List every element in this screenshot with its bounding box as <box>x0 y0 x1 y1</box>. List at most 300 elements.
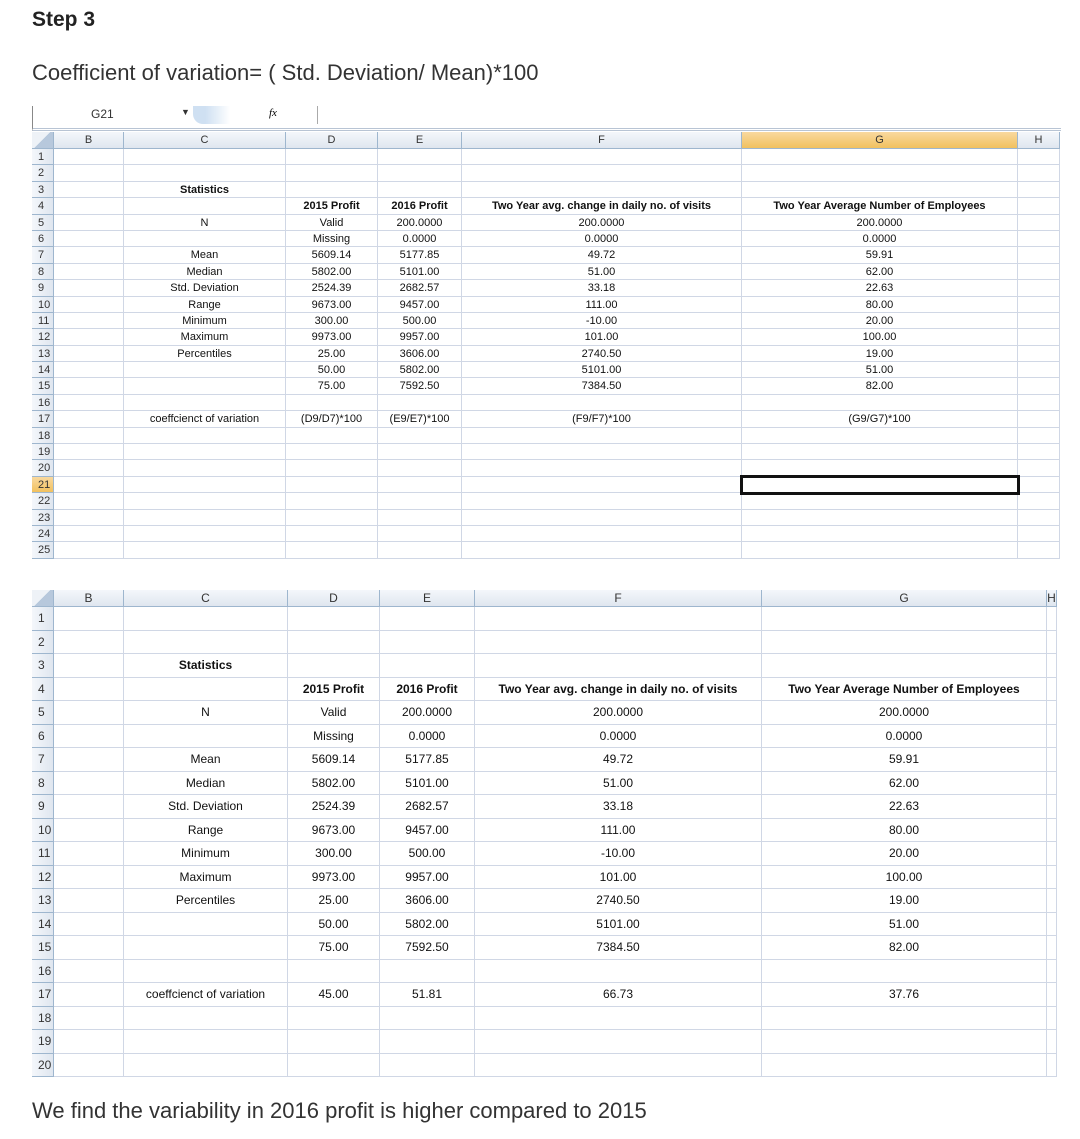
cell-G6[interactable]: 0.0000 <box>742 231 1018 247</box>
cell-D17[interactable]: 45.00 <box>288 983 380 1007</box>
cell-F3[interactable] <box>462 182 742 198</box>
cell-C6[interactable] <box>124 725 288 749</box>
cell-C20[interactable] <box>124 1054 288 1078</box>
cell-G13[interactable]: 19.00 <box>762 889 1047 913</box>
cell-H12[interactable] <box>1047 866 1057 890</box>
cell-E11[interactable]: 500.00 <box>380 842 475 866</box>
cell-C16[interactable] <box>124 395 286 411</box>
cell-D17[interactable]: (D9/D7)*100 <box>286 411 378 427</box>
cell-E24[interactable] <box>378 526 462 542</box>
cell-D2[interactable] <box>286 165 378 181</box>
cell-H7[interactable] <box>1047 748 1057 772</box>
cell-H20[interactable] <box>1047 1054 1057 1078</box>
row-header[interactable]: 10 <box>32 819 54 843</box>
cell-B13[interactable] <box>54 889 124 913</box>
cell-F12[interactable]: 101.00 <box>462 329 742 345</box>
cell-B14[interactable] <box>54 362 124 378</box>
cell-C7[interactable]: Mean <box>124 748 288 772</box>
cell-E12[interactable]: 9957.00 <box>380 866 475 890</box>
cell-C4[interactable] <box>124 678 288 702</box>
cell-C20[interactable] <box>124 460 286 476</box>
cell-D7[interactable]: 5609.14 <box>286 247 378 263</box>
cell-C24[interactable] <box>124 526 286 542</box>
cell-G1[interactable] <box>742 149 1018 165</box>
cell-B14[interactable] <box>54 913 124 937</box>
row-header[interactable]: 12 <box>32 866 54 890</box>
cell-C21[interactable] <box>124 477 286 493</box>
cell-G24[interactable] <box>742 526 1018 542</box>
cell-E5[interactable]: 200.0000 <box>380 701 475 725</box>
cell-C12[interactable]: Maximum <box>124 329 286 345</box>
cell-B10[interactable] <box>54 297 124 313</box>
row-header[interactable]: 20 <box>32 460 54 476</box>
column-header-C[interactable]: C <box>124 132 286 149</box>
cell-E10[interactable]: 9457.00 <box>378 297 462 313</box>
cell-F2[interactable] <box>475 631 762 655</box>
cell-C4[interactable] <box>124 198 286 214</box>
cell-B3[interactable] <box>54 654 124 678</box>
cell-D9[interactable]: 2524.39 <box>286 280 378 296</box>
cell-E20[interactable] <box>378 460 462 476</box>
row-header[interactable]: 19 <box>32 444 54 460</box>
cell-C9[interactable]: Std. Deviation <box>124 280 286 296</box>
cell-C18[interactable] <box>124 428 286 444</box>
row-header[interactable]: 1 <box>32 607 54 631</box>
cell-D8[interactable]: 5802.00 <box>286 264 378 280</box>
cell-D6[interactable]: Missing <box>286 231 378 247</box>
cell-D13[interactable]: 25.00 <box>288 889 380 913</box>
cell-F7[interactable]: 49.72 <box>462 247 742 263</box>
cell-E12[interactable]: 9957.00 <box>378 329 462 345</box>
cell-H18[interactable] <box>1018 428 1060 444</box>
cell-C19[interactable] <box>124 444 286 460</box>
cell-C15[interactable] <box>124 378 286 394</box>
cell-H4[interactable] <box>1018 198 1060 214</box>
cell-E1[interactable] <box>380 607 475 631</box>
cell-H5[interactable] <box>1018 215 1060 231</box>
cell-B12[interactable] <box>54 866 124 890</box>
cell-F11[interactable]: -10.00 <box>475 842 762 866</box>
cell-C6[interactable] <box>124 231 286 247</box>
cell-C5[interactable]: N <box>124 215 286 231</box>
cell-E19[interactable] <box>378 444 462 460</box>
cell-H8[interactable] <box>1047 772 1057 796</box>
cell-G10[interactable]: 80.00 <box>762 819 1047 843</box>
column-header-H[interactable]: H <box>1018 132 1060 149</box>
cell-B19[interactable] <box>54 1030 124 1054</box>
cell-F18[interactable] <box>475 1007 762 1031</box>
cell-E13[interactable]: 3606.00 <box>380 889 475 913</box>
cell-G4[interactable]: Two Year Average Number of Employees <box>742 198 1018 214</box>
cell-D9[interactable]: 2524.39 <box>288 795 380 819</box>
cell-H17[interactable] <box>1047 983 1057 1007</box>
cell-G9[interactable]: 22.63 <box>742 280 1018 296</box>
row-header[interactable]: 13 <box>32 889 54 913</box>
cell-H6[interactable] <box>1018 231 1060 247</box>
cell-H23[interactable] <box>1018 510 1060 526</box>
cell-B20[interactable] <box>54 460 124 476</box>
cell-C1[interactable] <box>124 607 288 631</box>
cell-B9[interactable] <box>54 280 124 296</box>
cell-E17[interactable]: 51.81 <box>380 983 475 1007</box>
cell-D15[interactable]: 75.00 <box>288 936 380 960</box>
cell-E3[interactable] <box>380 654 475 678</box>
cell-D21[interactable] <box>286 477 378 493</box>
row-header[interactable]: 15 <box>32 378 54 394</box>
cell-F19[interactable] <box>475 1030 762 1054</box>
cell-B8[interactable] <box>54 772 124 796</box>
cell-H22[interactable] <box>1018 493 1060 509</box>
cell-E3[interactable] <box>378 182 462 198</box>
cell-B2[interactable] <box>54 165 124 181</box>
cell-H7[interactable] <box>1018 247 1060 263</box>
cell-E25[interactable] <box>378 542 462 558</box>
cell-G6[interactable]: 0.0000 <box>762 725 1047 749</box>
cell-B5[interactable] <box>54 701 124 725</box>
cell-D16[interactable] <box>286 395 378 411</box>
cell-C13[interactable]: Percentiles <box>124 346 286 362</box>
cell-C10[interactable]: Range <box>124 297 286 313</box>
cell-G15[interactable]: 82.00 <box>762 936 1047 960</box>
select-all-corner[interactable] <box>32 132 54 149</box>
row-header[interactable]: 10 <box>32 297 54 313</box>
cell-B1[interactable] <box>54 607 124 631</box>
cell-E8[interactable]: 5101.00 <box>380 772 475 796</box>
cell-C18[interactable] <box>124 1007 288 1031</box>
cell-D10[interactable]: 9673.00 <box>286 297 378 313</box>
cell-E7[interactable]: 5177.85 <box>378 247 462 263</box>
cell-H13[interactable] <box>1047 889 1057 913</box>
cell-D24[interactable] <box>286 526 378 542</box>
cell-B16[interactable] <box>54 960 124 984</box>
cell-D22[interactable] <box>286 493 378 509</box>
cell-D1[interactable] <box>286 149 378 165</box>
row-header[interactable]: 7 <box>32 247 54 263</box>
column-header-E[interactable]: E <box>378 132 462 149</box>
column-header-E[interactable]: E <box>380 590 475 607</box>
cell-B7[interactable] <box>54 748 124 772</box>
row-header[interactable]: 14 <box>32 362 54 378</box>
formula-input-area[interactable] <box>193 106 318 124</box>
cell-F17[interactable]: (F9/F7)*100 <box>462 411 742 427</box>
cell-G25[interactable] <box>742 542 1018 558</box>
cell-H15[interactable] <box>1018 378 1060 394</box>
cell-F9[interactable]: 33.18 <box>475 795 762 819</box>
cell-G10[interactable]: 80.00 <box>742 297 1018 313</box>
cell-G12[interactable]: 100.00 <box>742 329 1018 345</box>
row-header[interactable]: 4 <box>32 678 54 702</box>
column-header-D[interactable]: D <box>286 132 378 149</box>
cell-D13[interactable]: 25.00 <box>286 346 378 362</box>
row-header[interactable]: 15 <box>32 936 54 960</box>
cell-B4[interactable] <box>54 678 124 702</box>
cell-D5[interactable]: Valid <box>286 215 378 231</box>
cell-E15[interactable]: 7592.50 <box>378 378 462 394</box>
cell-C11[interactable]: Minimum <box>124 842 288 866</box>
cell-G11[interactable]: 20.00 <box>762 842 1047 866</box>
row-header[interactable]: 7 <box>32 748 54 772</box>
cell-F25[interactable] <box>462 542 742 558</box>
cell-C8[interactable]: Median <box>124 264 286 280</box>
cell-G16[interactable] <box>742 395 1018 411</box>
row-header[interactable]: 11 <box>32 313 54 329</box>
cell-B23[interactable] <box>54 510 124 526</box>
cell-E18[interactable] <box>380 1007 475 1031</box>
cell-D18[interactable] <box>288 1007 380 1031</box>
cell-F6[interactable]: 0.0000 <box>462 231 742 247</box>
row-header[interactable]: 8 <box>32 772 54 796</box>
cell-B19[interactable] <box>54 444 124 460</box>
cell-C14[interactable] <box>124 913 288 937</box>
cell-H11[interactable] <box>1018 313 1060 329</box>
cell-H1[interactable] <box>1047 607 1057 631</box>
cell-F8[interactable]: 51.00 <box>475 772 762 796</box>
cell-E6[interactable]: 0.0000 <box>378 231 462 247</box>
cell-D5[interactable]: Valid <box>288 701 380 725</box>
cell-H19[interactable] <box>1018 444 1060 460</box>
cell-G8[interactable]: 62.00 <box>742 264 1018 280</box>
cell-E15[interactable]: 7592.50 <box>380 936 475 960</box>
cell-D4[interactable]: 2015 Profit <box>286 198 378 214</box>
cell-C19[interactable] <box>124 1030 288 1054</box>
cell-F18[interactable] <box>462 428 742 444</box>
row-header[interactable]: 6 <box>32 725 54 749</box>
row-header[interactable]: 5 <box>32 701 54 725</box>
cell-B13[interactable] <box>54 346 124 362</box>
cell-H18[interactable] <box>1047 1007 1057 1031</box>
row-header[interactable]: 9 <box>32 280 54 296</box>
column-header-B[interactable]: B <box>54 132 124 149</box>
cell-E2[interactable] <box>380 631 475 655</box>
cell-E14[interactable]: 5802.00 <box>378 362 462 378</box>
row-header[interactable]: 17 <box>32 983 54 1007</box>
cell-C10[interactable]: Range <box>124 819 288 843</box>
cell-F16[interactable] <box>475 960 762 984</box>
function-icon[interactable]: fx <box>269 107 277 119</box>
cell-F2[interactable] <box>462 165 742 181</box>
cell-H14[interactable] <box>1018 362 1060 378</box>
cell-B11[interactable] <box>54 842 124 866</box>
cell-F1[interactable] <box>462 149 742 165</box>
cell-H4[interactable] <box>1047 678 1057 702</box>
row-header[interactable]: 14 <box>32 913 54 937</box>
cell-G23[interactable] <box>742 510 1018 526</box>
row-header[interactable]: 21 <box>32 477 54 493</box>
cell-B10[interactable] <box>54 819 124 843</box>
cell-C22[interactable] <box>124 493 286 509</box>
row-header[interactable]: 16 <box>32 960 54 984</box>
cell-E9[interactable]: 2682.57 <box>380 795 475 819</box>
cell-H10[interactable] <box>1018 297 1060 313</box>
row-header[interactable]: 24 <box>32 526 54 542</box>
cell-D23[interactable] <box>286 510 378 526</box>
cell-F20[interactable] <box>462 460 742 476</box>
cell-G19[interactable] <box>742 444 1018 460</box>
column-header-G[interactable]: G <box>762 590 1047 607</box>
cell-E22[interactable] <box>378 493 462 509</box>
cell-B1[interactable] <box>54 149 124 165</box>
cell-G5[interactable]: 200.0000 <box>762 701 1047 725</box>
cell-H17[interactable] <box>1018 411 1060 427</box>
row-header[interactable]: 3 <box>32 654 54 678</box>
cell-D11[interactable]: 300.00 <box>286 313 378 329</box>
cell-D8[interactable]: 5802.00 <box>288 772 380 796</box>
cell-H11[interactable] <box>1047 842 1057 866</box>
cell-G14[interactable]: 51.00 <box>762 913 1047 937</box>
cell-B12[interactable] <box>54 329 124 345</box>
row-header[interactable]: 5 <box>32 215 54 231</box>
cell-E23[interactable] <box>378 510 462 526</box>
cell-C12[interactable]: Maximum <box>124 866 288 890</box>
cell-D3[interactable] <box>288 654 380 678</box>
row-header[interactable]: 22 <box>32 493 54 509</box>
cell-F22[interactable] <box>462 493 742 509</box>
cell-D3[interactable] <box>286 182 378 198</box>
cell-F4[interactable]: Two Year avg. change in daily no. of visits <box>462 198 742 214</box>
cell-D2[interactable] <box>288 631 380 655</box>
row-header[interactable]: 1 <box>32 149 54 165</box>
cell-B6[interactable] <box>54 725 124 749</box>
row-header[interactable]: 18 <box>32 428 54 444</box>
row-header[interactable]: 20 <box>32 1054 54 1078</box>
cell-B22[interactable] <box>54 493 124 509</box>
cell-B9[interactable] <box>54 795 124 819</box>
cell-C23[interactable] <box>124 510 286 526</box>
cell-H9[interactable] <box>1047 795 1057 819</box>
cell-F6[interactable]: 0.0000 <box>475 725 762 749</box>
cell-D19[interactable] <box>288 1030 380 1054</box>
cell-B5[interactable] <box>54 215 124 231</box>
cell-C17[interactable]: coeffcienct of variation <box>124 411 286 427</box>
row-header[interactable]: 6 <box>32 231 54 247</box>
row-header[interactable]: 19 <box>32 1030 54 1054</box>
dropdown-arrow-icon[interactable]: ▼ <box>181 107 190 117</box>
cell-D7[interactable]: 5609.14 <box>288 748 380 772</box>
cell-E11[interactable]: 500.00 <box>378 313 462 329</box>
cell-H16[interactable] <box>1018 395 1060 411</box>
cell-H12[interactable] <box>1018 329 1060 345</box>
cell-E4[interactable]: 2016 Profit <box>380 678 475 702</box>
cell-D11[interactable]: 300.00 <box>288 842 380 866</box>
cell-H6[interactable] <box>1047 725 1057 749</box>
column-header-F[interactable]: F <box>475 590 762 607</box>
cell-G13[interactable]: 19.00 <box>742 346 1018 362</box>
cell-D14[interactable]: 50.00 <box>286 362 378 378</box>
cell-E6[interactable]: 0.0000 <box>380 725 475 749</box>
cell-B16[interactable] <box>54 395 124 411</box>
cell-B3[interactable] <box>54 182 124 198</box>
cell-B8[interactable] <box>54 264 124 280</box>
cell-E5[interactable]: 200.0000 <box>378 215 462 231</box>
cell-C8[interactable]: Median <box>124 772 288 796</box>
cell-H1[interactable] <box>1018 149 1060 165</box>
cell-F16[interactable] <box>462 395 742 411</box>
name-box[interactable]: G21 <box>91 107 114 121</box>
cell-E17[interactable]: (E9/E7)*100 <box>378 411 462 427</box>
cell-D20[interactable] <box>286 460 378 476</box>
cell-C13[interactable]: Percentiles <box>124 889 288 913</box>
cell-H5[interactable] <box>1047 701 1057 725</box>
cell-G9[interactable]: 22.63 <box>762 795 1047 819</box>
cell-B7[interactable] <box>54 247 124 263</box>
cell-G18[interactable] <box>762 1007 1047 1031</box>
row-header[interactable]: 13 <box>32 346 54 362</box>
cell-G16[interactable] <box>762 960 1047 984</box>
cell-G11[interactable]: 20.00 <box>742 313 1018 329</box>
cell-F10[interactable]: 111.00 <box>462 297 742 313</box>
row-header[interactable]: 23 <box>32 510 54 526</box>
cell-B11[interactable] <box>54 313 124 329</box>
row-header[interactable]: 18 <box>32 1007 54 1031</box>
cell-B17[interactable] <box>54 983 124 1007</box>
cell-B6[interactable] <box>54 231 124 247</box>
cell-G3[interactable] <box>762 654 1047 678</box>
cell-E4[interactable]: 2016 Profit <box>378 198 462 214</box>
cell-C2[interactable] <box>124 631 288 655</box>
cell-F12[interactable]: 101.00 <box>475 866 762 890</box>
cell-H25[interactable] <box>1018 542 1060 558</box>
row-header[interactable]: 11 <box>32 842 54 866</box>
cell-F15[interactable]: 7384.50 <box>475 936 762 960</box>
cell-B17[interactable] <box>54 411 124 427</box>
cell-H13[interactable] <box>1018 346 1060 362</box>
cell-B4[interactable] <box>54 198 124 214</box>
cell-C11[interactable]: Minimum <box>124 313 286 329</box>
cell-D25[interactable] <box>286 542 378 558</box>
cell-F5[interactable]: 200.0000 <box>475 701 762 725</box>
row-header[interactable]: 3 <box>32 182 54 198</box>
cell-F11[interactable]: -10.00 <box>462 313 742 329</box>
cell-E14[interactable]: 5802.00 <box>380 913 475 937</box>
cell-G12[interactable]: 100.00 <box>762 866 1047 890</box>
row-header[interactable]: 17 <box>32 411 54 427</box>
row-header[interactable]: 16 <box>32 395 54 411</box>
cell-G7[interactable]: 59.91 <box>742 247 1018 263</box>
cell-C9[interactable]: Std. Deviation <box>124 795 288 819</box>
cell-B15[interactable] <box>54 936 124 960</box>
column-header-F[interactable]: F <box>462 132 742 149</box>
cell-E13[interactable]: 3606.00 <box>378 346 462 362</box>
cell-E7[interactable]: 5177.85 <box>380 748 475 772</box>
row-header[interactable]: 25 <box>32 542 54 558</box>
cell-F10[interactable]: 111.00 <box>475 819 762 843</box>
cell-D1[interactable] <box>288 607 380 631</box>
cell-E16[interactable] <box>378 395 462 411</box>
cell-C3[interactable]: Statistics <box>124 182 286 198</box>
cell-G7[interactable]: 59.91 <box>762 748 1047 772</box>
cell-F13[interactable]: 2740.50 <box>475 889 762 913</box>
cell-F17[interactable]: 66.73 <box>475 983 762 1007</box>
row-header[interactable]: 4 <box>32 198 54 214</box>
cell-H3[interactable] <box>1047 654 1057 678</box>
cell-D12[interactable]: 9973.00 <box>286 329 378 345</box>
cell-F7[interactable]: 49.72 <box>475 748 762 772</box>
row-header[interactable]: 12 <box>32 329 54 345</box>
cell-H8[interactable] <box>1018 264 1060 280</box>
cell-E21[interactable] <box>378 477 462 493</box>
cell-C25[interactable] <box>124 542 286 558</box>
cell-H20[interactable] <box>1018 460 1060 476</box>
cell-H16[interactable] <box>1047 960 1057 984</box>
cell-E16[interactable] <box>380 960 475 984</box>
cell-C5[interactable]: N <box>124 701 288 725</box>
cell-B18[interactable] <box>54 428 124 444</box>
cell-G8[interactable]: 62.00 <box>762 772 1047 796</box>
cell-D12[interactable]: 9973.00 <box>288 866 380 890</box>
cell-F13[interactable]: 2740.50 <box>462 346 742 362</box>
cell-F21[interactable] <box>462 477 742 493</box>
cell-B20[interactable] <box>54 1054 124 1078</box>
